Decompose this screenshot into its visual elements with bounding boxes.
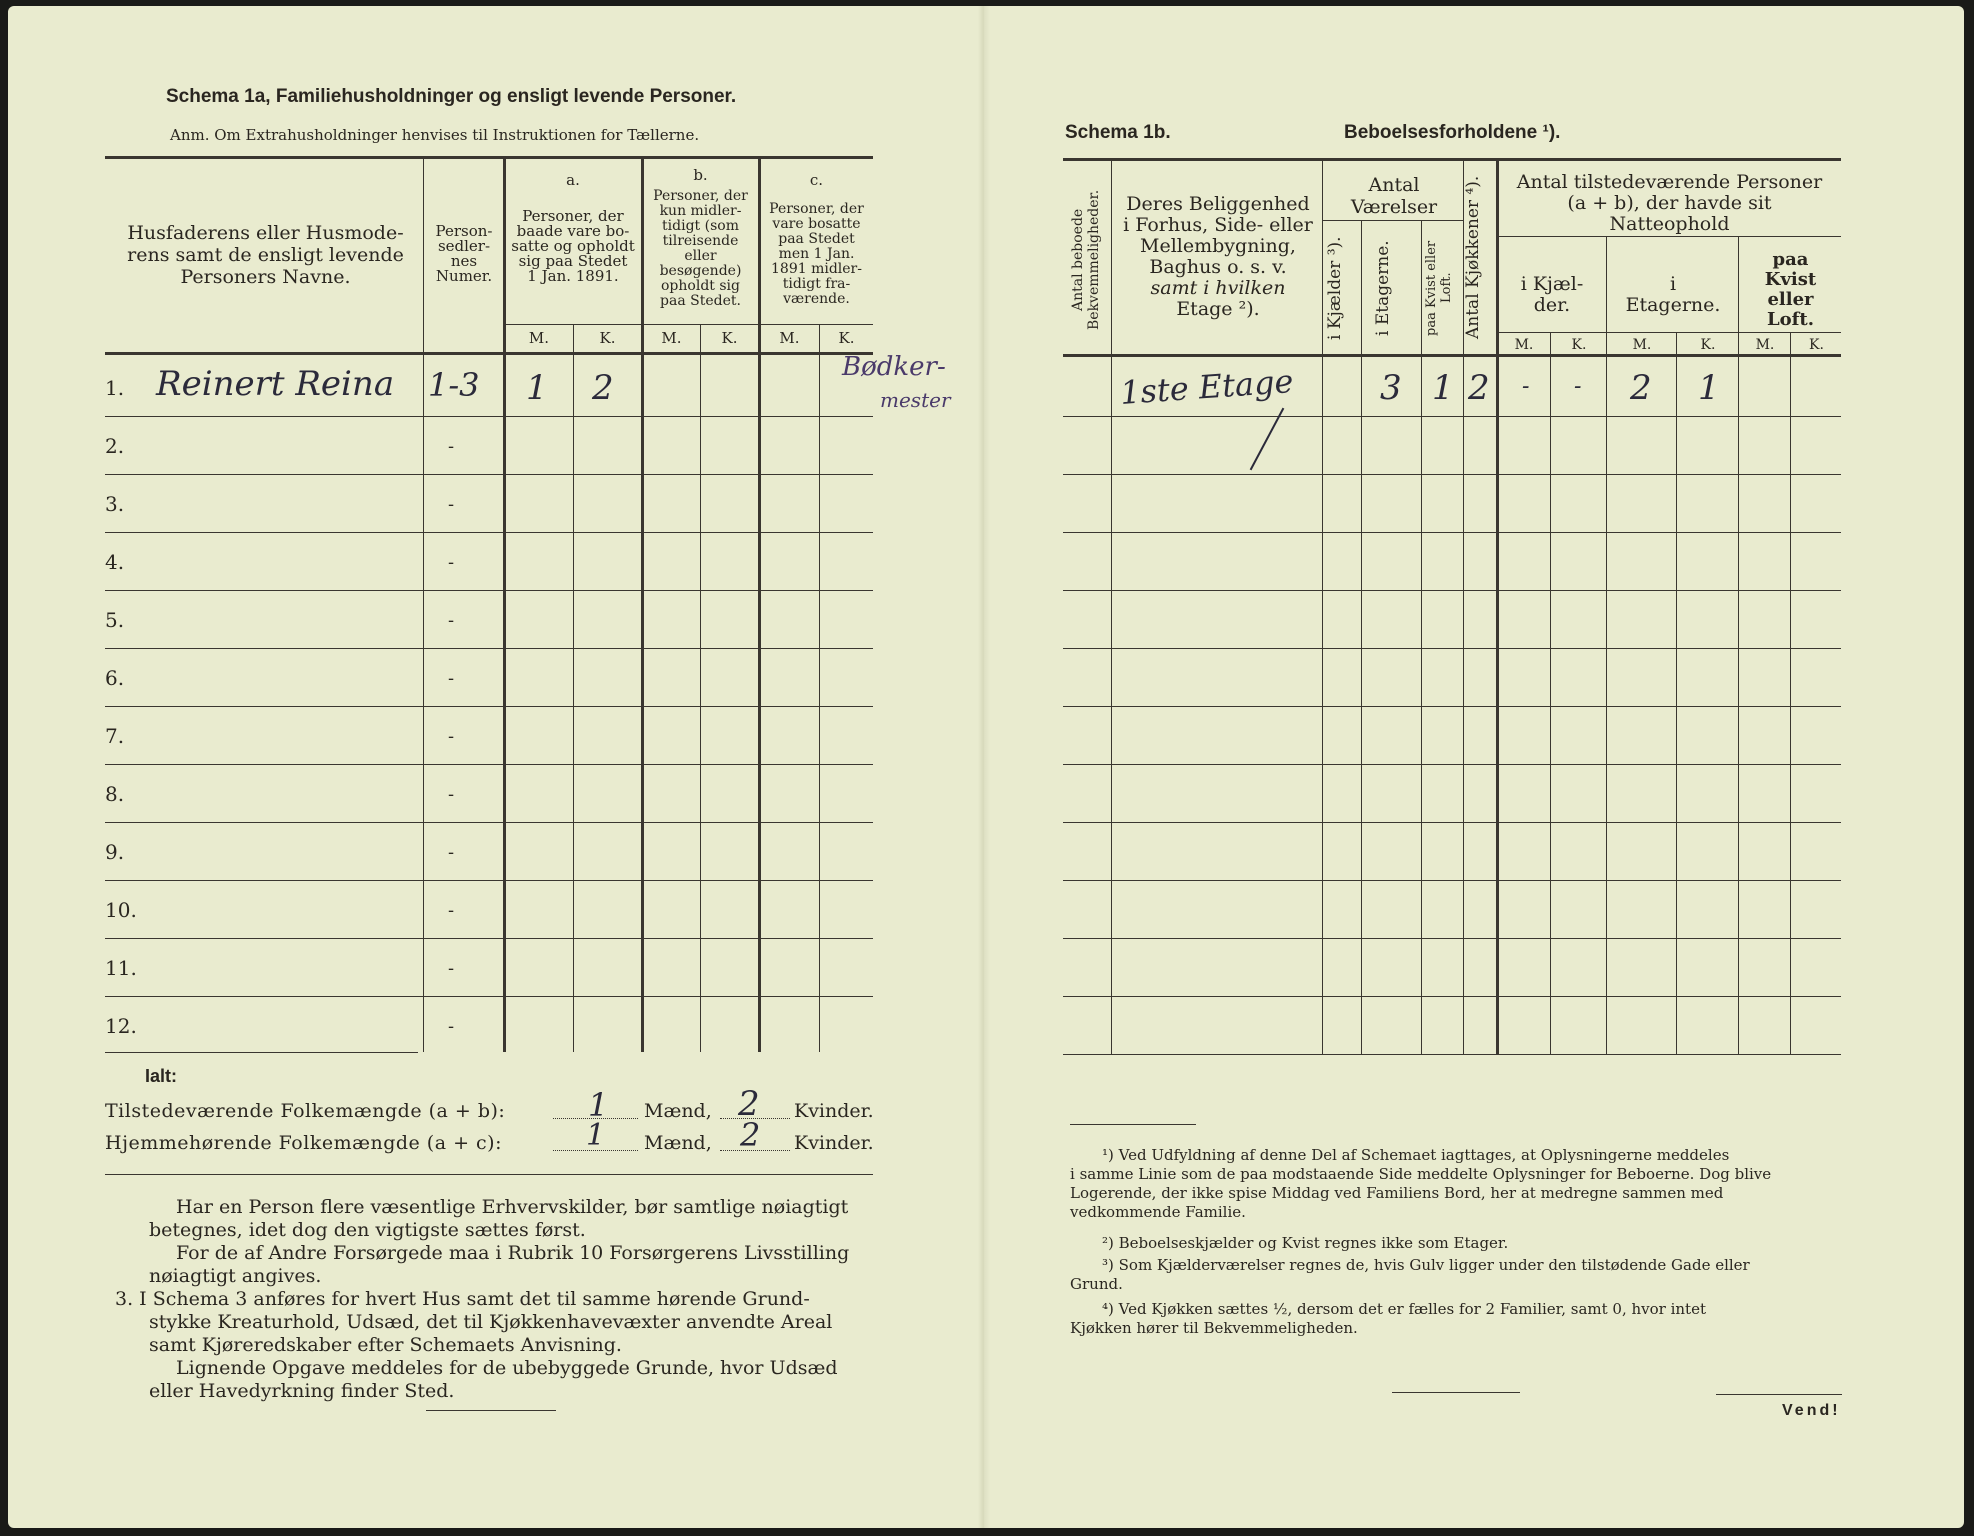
row-number: 7. [105,724,125,748]
entry-kjokkener: 2 [1468,368,1490,408]
row-number: 1. [105,376,125,400]
entry-name: Reinert Reina [156,364,395,404]
right-mk-label: M. [1632,337,1652,353]
footnote-rule [1070,1124,1196,1125]
sub-kvist-header: paa Kvist eller Loft. [1764,249,1817,330]
col-beliggenhed-header: Deres Beliggenhed i Forhus, Side- eller Mellembygning, Baghus o. s. v. samt i hvilken Etage ²). [1123,193,1313,320]
right-col-line [1421,220,1422,1054]
row-number: 10. [105,898,137,922]
left-col-num-header: Person- sedler- nes Numer. [435,222,493,285]
right-table-bottom-rule [1063,1054,1841,1055]
dotted-line [553,1150,638,1151]
page-fold [978,6,990,1528]
footnote-2: ²) Beboelseskjælder og Kvist regnes ikke som Etager. [1102,1234,1509,1252]
instruction-4: Lignende Opgave meddeles for de ubebyggede Grunde, hvor Udsæd eller Havedyrkning finder Sted. [149,1357,838,1402]
right-mk-label: K. [1809,337,1824,353]
dotted-line [720,1150,790,1151]
row-number: 3. [105,492,125,516]
entry-kjaelder-men: - [1522,374,1530,399]
right-title: Schema 1b. [1065,122,1171,143]
entry-person-number: 1-3 [428,366,480,404]
left-mk-label: M. [661,329,682,347]
kvinder-label: Kvinder. [794,1100,874,1122]
right-col-line [1790,332,1791,1054]
row-number: 11. [105,956,137,980]
left-mk-rule [505,324,873,325]
left-mk-label: K. [599,329,616,347]
row-dash: - [448,726,455,747]
entry-a-women: 2 [592,368,614,408]
total-present-label: Tilstedeværende Folkemængde (a + b): [105,1100,506,1122]
entry-beliggenhed: 1ste Etage [1118,361,1295,413]
left-mk-label: M. [779,329,800,347]
right-col-line [1676,332,1677,1054]
col-vaer-kvist-header: paa Kvist eller Loft. [1424,240,1454,336]
total-present-women: 2 [738,1084,760,1124]
left-col-c-header: Personer, der vare bosatte paa Stedet men 1 Jan. 1891 midler- tidigt fra- værende. [769,201,864,307]
left-col-name-header: Husfaderens eller Husmode- rens samt de ensligt levende Personers Navne. [127,222,404,288]
kvinder-label: Kvinder. [794,1132,874,1154]
col-antal-beboede-header: Antal beboede Bekvemmeligheder. [1070,189,1102,331]
short-rule [426,1410,556,1411]
row-dash: - [448,668,455,689]
row-dash: - [448,958,455,979]
left-col-a-header: Personer, der baade vare bo- satte og opholdt sig paa Stedet 1 Jan. 1891. [511,207,635,285]
left-col-b-header: Personer, der kun midler- tidigt (som tilreisende eller besøgende) opholdt sig paa Stedet. [653,188,748,309]
right-col-line [1361,220,1362,1054]
right-mk-label: K. [1700,337,1716,353]
row-number: 6. [105,666,125,690]
right-vaer-subrule [1322,220,1464,221]
instruction-1: Har en Person flere væsentlige Erhvervskilder, bør samtlige nøiagtigt betegnes, idet dog den vigtigste sættes først. [149,1196,849,1241]
entry-etagerne-women: 1 [1698,368,1720,408]
row-dash: - [448,842,455,863]
right-pers-subrule [1496,236,1841,237]
row-dash: - [448,1016,455,1037]
ialt-label: Ialt: [145,1066,178,1086]
left-col-a-letter: a. [566,171,580,189]
row-number: 12. [105,1014,137,1038]
total-resident-women: 2 [740,1116,761,1154]
footnote-4: ⁴) Ved Kjøkken sættes ½, dersom det er fælles for 2 Familier, samt 0, hvor intet Kjøkken hører til Bekvemmeligheden. [1070,1300,1706,1337]
short-rule [1392,1392,1520,1393]
col-vaer-kjaelder-header: i Kjælder ³). [1325,236,1345,340]
right-mk-label: M. [1755,337,1775,353]
right-subtitle: Beboelsesforholdene ¹). [1344,122,1561,143]
row-number: 4. [105,550,125,574]
right-col-line [1550,332,1551,1054]
entry-occupation-line1: Bødker- [842,352,946,382]
row-dash: - [448,610,455,631]
entry-kjaelder-women: - [1574,374,1582,399]
right-mk-label: K. [1571,337,1587,353]
right-mk-label: M. [1514,337,1534,353]
left-title: Schema 1a, Familiehusholdninger og ensligt levende Personer. [166,86,737,107]
antal-vaerelser-header: Antal Værelser [1350,174,1438,218]
left-col-b-letter: b. [693,166,708,184]
antal-personer-header: Antal tilstedeværende Personer (a + b), der havde sit Natteophold [1516,171,1823,235]
instruction-3: 3. I Schema 3 anføres for hvert Hus samt det til samme hørende Grund- stykke Kreaturhold, Udsæd, det til Kjøkkenhavevæxter anvendte Areal samt Kjøreredskaber efter Schemaets Anvisning. [115,1288,833,1356]
row-dash: - [448,494,455,515]
col-kjokkener-header: Antal Kjøkkener ⁴). [1463,175,1483,339]
row-dash: - [448,552,455,573]
maend-label: Mænd, [644,1132,712,1154]
right-col-line [1606,236,1607,1054]
left-col-line [700,324,701,1052]
instructions-rule [105,1174,873,1175]
total-resident-label: Hjemmehørende Folkemængde (a + c): [105,1132,502,1154]
right-table-header-rule [1063,354,1841,357]
footnote-1: ¹) Ved Udfyldning af denne Del af Schemaet iagttages, at Oplysningerne meddeles i samme Linie som de paa modstaaende Side meddelte Oplysninger for Beboerne. Dog blive Logerende, der ikke spise Middag ved Familiens Bord, her at medregne sammen med vedkommende Familie. [1070,1146,1772,1221]
left-col-line [819,324,820,1052]
sub-kjaelder-header: i Kjæl- der. [1520,273,1584,316]
census-form-page [8,6,1964,1528]
left-col-line [573,324,574,1052]
left-col-c-letter: c. [809,171,824,189]
entry-vaer-etagerne: 3 [1380,368,1402,408]
left-col-line [503,156,506,1052]
left-table-bottom-rule [105,1052,418,1053]
row-number: 9. [105,840,125,864]
entry-occupation-line2: mester [880,388,951,412]
row-dash: - [448,784,455,805]
vend-rule [1716,1394,1842,1395]
right-col-line [1322,158,1323,1054]
row-dash: - [448,900,455,921]
row-dash: - [448,436,455,457]
left-mk-label: K. [838,329,855,347]
right-table-top-rule [1063,158,1841,161]
col-vaer-etagerne-header: i Etagerne. [1373,240,1393,336]
row-number: 5. [105,608,125,632]
right-col-line [1111,158,1112,1054]
entry-etagerne-men: 2 [1630,368,1652,408]
total-resident-men: 1 [586,1118,606,1153]
left-note: Anm. Om Extrahusholdninger henvises til Instruktionen for Tællerne. [170,126,700,144]
left-mk-label: M. [528,329,550,347]
total-present-men: 1 [588,1086,609,1124]
right-col-line [1738,236,1739,1054]
entry-beliggenhed-stroke [1250,408,1285,471]
row-number: 8. [105,782,125,806]
left-col-line [423,156,424,1052]
vend-label: Vend! [1782,1402,1841,1419]
left-mk-label: K. [721,329,738,347]
sub-etagerne-header: i Etagerne. [1625,273,1721,316]
row-number: 2. [105,434,125,458]
footnote-3: ³) Som Kjælderværelser regnes de, hvis Gulv ligger under den tilstødende Gade eller Grund. [1070,1256,1750,1293]
instruction-2: For de af Andre Forsørgede maa i Rubrik 10 Forsørgerens Livsstilling nøiagtigt angives. [149,1242,850,1287]
entry-vaer-kvist: 1 [1432,368,1454,408]
maend-label: Mænd, [644,1100,712,1122]
entry-a-men: 1 [526,368,548,408]
